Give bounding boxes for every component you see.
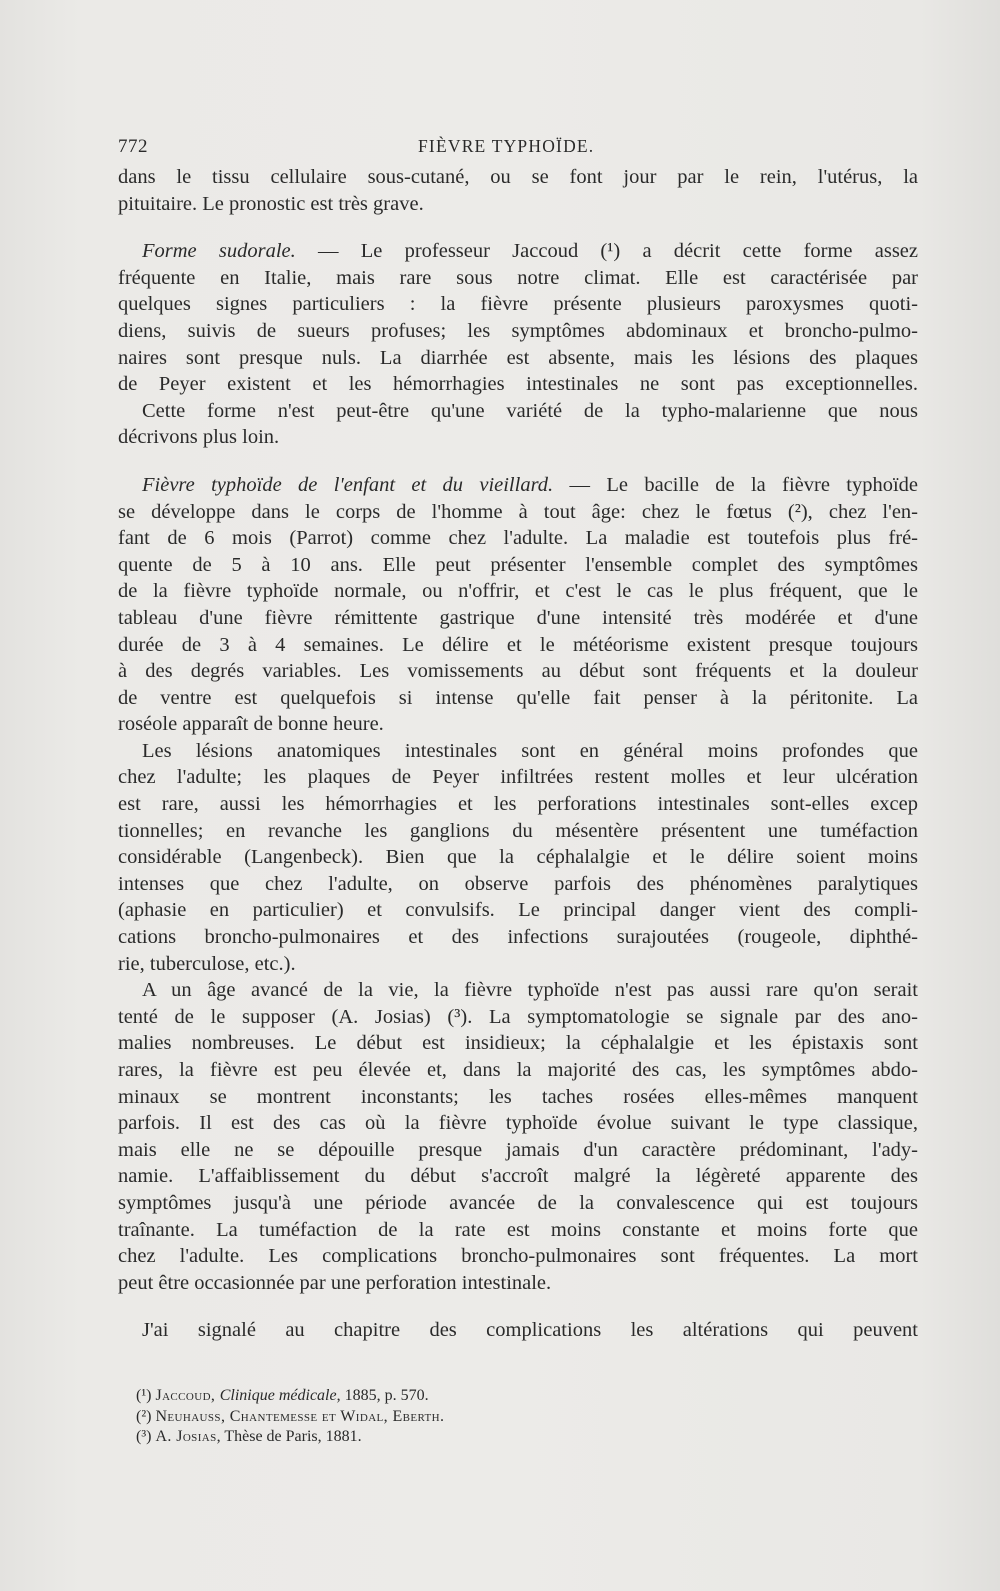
footnote-author: A. Josias [155,1428,217,1445]
paragraph-gap [118,217,918,238]
text-line: se développe dans le corps de l'homme à tout âge: chez le fœtus (²), chez l'en- [118,500,918,523]
text-line: cations broncho-pulmonaires et des infections surajoutées (rougeole, diphthé- [118,926,918,949]
text-line: de Peyer existent et les hémorrhagies intestinales ne sont pas exceptionnelles. [118,373,918,396]
text-line: namie. L'affaiblissement du début s'accroît malgré la légèreté apparente des [118,1165,918,1188]
text-line: quente de 5 à 10 ans. Elle peut présenter l'ensemble complet des symptômes [118,553,918,576]
text-line: Les lésions anatomiques intestinales sont en général moins profondes que [142,739,918,762]
text-line: minaux se montrent inconstants; les taches rosées elles-mêmes manquent [118,1085,918,1108]
text-line: chez l'adulte; les plaques de Peyer infiltrées restent molles et leur ulcération [118,766,918,789]
text-fragment: — Le professeur Jaccoud (¹) a décrit cette forme assez [295,240,919,263]
text-line: peut être occasionnée par une perforation intestinale. [118,1271,552,1294]
text-line: (aphasie en particulier) et convulsifs. Le principal danger vient des compli- [118,899,918,922]
text-line: roséole apparaît de bonne heure. [118,713,384,736]
text-line: tionnelles; en revanche les ganglions du mésentère présentent une tuméfaction [118,819,918,842]
text-line: chez l'adulte. Les complications broncho-pulmonaires sont fréquentes. La mort [118,1245,918,1268]
footnote-author: Neuhauss, Chantemesse et Widal, Eberth. [155,1407,445,1425]
section-title-sudorale: Forme sudorale. [142,240,296,263]
paragraph-gap [118,1296,918,1317]
text-fragment: — Le bacille de la fièvre typhoïde [553,473,919,496]
footnotes [136,1386,916,1448]
text-line: Cette forme n'est peut-être qu'une variété de la typho-malarienne que nous [142,399,918,422]
text-line: rares, la fièvre est peu élevée et, dans la majorité des cas, les symptômes abdo- [118,1059,918,1081]
footnote-1 [136,1386,916,1407]
footnote-marker: (³) [136,1428,156,1445]
running-title: FIÈVRE TYPHOÏDE. [418,136,595,156]
text-line: mais elle ne se dépouille presque jamais d'un caractère prédominant, l'ady- [118,1138,918,1161]
paragraph-gap [118,451,918,472]
body-text [118,164,918,1344]
footnote-marker: (¹) [136,1387,156,1404]
text-line: de la fièvre typhoïde normale, ou n'offrir, et c'est le cas le plus fréquent, que le [118,580,918,603]
text-line: décrivons plus loin. [118,426,280,449]
text-line: de ventre est quelquefois si intense qu'elle fait penser à la péritonite. La [118,686,918,709]
text-line: diens, suivis de sueurs profuses; les symptômes abdominaux et broncho-pulmo- [118,319,918,342]
text-line: symptômes jusqu'à une période avancée de la convalescence qui est toujours [118,1191,918,1214]
text-line: tableau d'une fièvre rémittente gastrique d'une intensité très modérée et d'une [118,606,918,629]
text-line: A un âge avancé de la vie, la fièvre typhoïde n'est pas aussi rare qu'on serait [142,979,918,1002]
text-line: naires sont presque nuls. La diarrhée est absente, mais les lésions des plaques [118,346,918,369]
text-line: fréquente en Italie, mais rare sous notre climat. Elle est caractérisée par [118,266,918,289]
text-line: intenses que chez l'adulte, on observe parfois des phénomènes paralytiques [118,872,918,895]
page-header [118,136,916,164]
text-line: quelques signes particuliers : la fièvre présente plusieurs paroxysmes quoti- [118,293,918,316]
footnote-author: Jaccoud, [155,1387,220,1404]
text-line: tenté de le supposer (A. Josias) (³). La symptomatologie se signale par des ano- [118,1005,918,1028]
text-line: rie, tuberculose, etc.). [118,952,296,975]
footnote-marker: (²) [136,1407,156,1425]
section-heading-line [118,238,918,265]
page-number: 772 [118,136,148,157]
text-line: fant de 6 mois (Parrot) comme chez l'adulte. La maladie est toutefois plus fré- [118,527,918,550]
text-line: pituitaire. Le pronostic est très grave. [118,192,424,215]
section-title-enfant: Fièvre typhoïde de l'enfant et du vieillard. [142,473,554,496]
footnote-detail: , 1885, p. 570. [336,1387,429,1404]
text-line: considérable (Langenbeck). Bien que la céphalalgie et le délire soient moins [118,846,918,869]
text-line: traînante. La tuméfaction de la rate est moins constante et moins forte que [118,1218,918,1241]
footnote-detail: , Thèse de Paris, 1881. [216,1428,362,1445]
section-heading-line [118,472,918,499]
text-line: J'ai signalé au chapitre des complications les altérations qui peuvent [142,1319,918,1342]
text-line: parfois. Il est des cas où la fièvre typhoïde évolue suivant le type classique, [118,1112,918,1135]
text-line: durée de 3 à 4 semaines. Le délire et le météorisme existent presque toujours [118,633,918,656]
footnote-3 [136,1427,916,1448]
text-line: dans le tissu cellulaire sous-cutané, ou se font jour par le rein, l'utérus, la [118,166,918,188]
text-line: à des degrés variables. Les vomissements au début sont fréquents et la douleur [118,660,918,683]
text-line: est rare, aussi les hémorrhagies et les perforations intestinales sont-elles excep [118,793,918,816]
text-line: malies nombreuses. Le début est insidieux; la céphalalgie et les épistaxis sont [118,1032,918,1055]
footnote-2 [136,1407,916,1428]
footnote-work: Clinique médicale [219,1387,337,1404]
